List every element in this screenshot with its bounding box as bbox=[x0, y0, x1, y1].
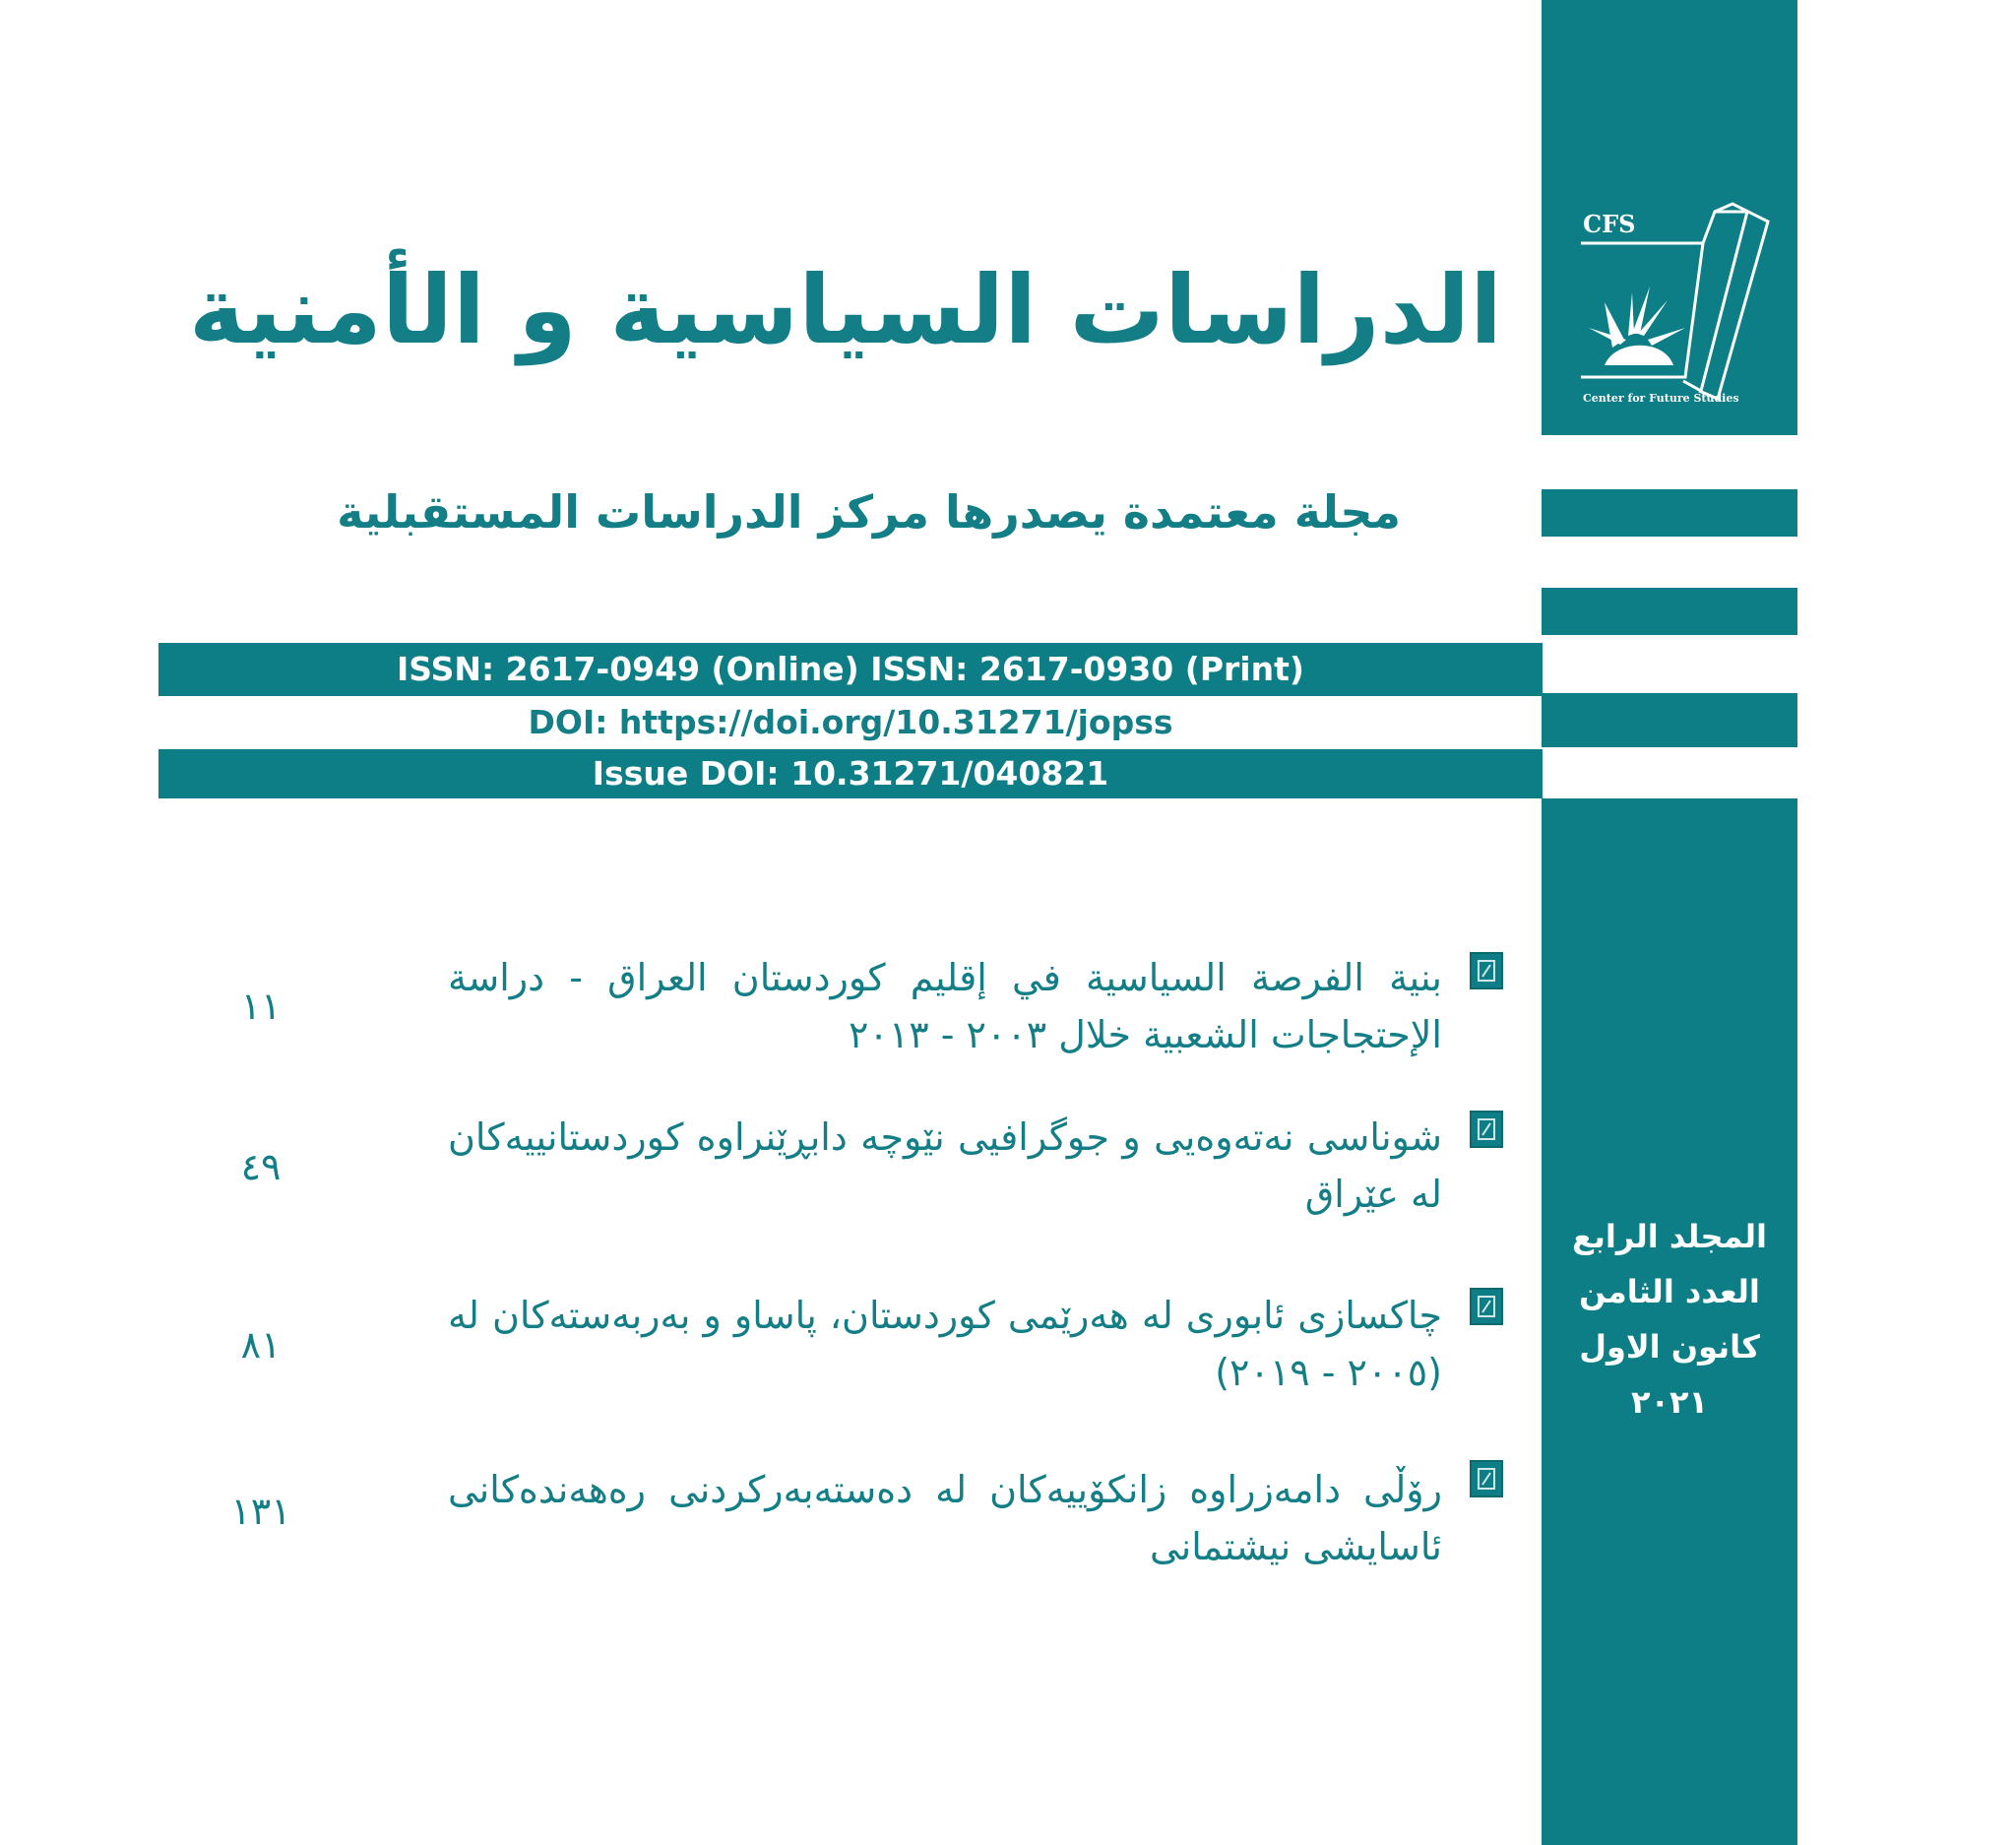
toc-entry-title: رۆڵی دامەزراوە زانکۆییەکان لە دەستەبەرکردنی رەهەندەکانی ئاسایشی نیشتمانی bbox=[448, 1468, 1442, 1568]
toc-entry-page: ٨١ bbox=[240, 1323, 282, 1367]
side-stripe bbox=[1542, 489, 1797, 537]
issue-month: كانون الاول bbox=[1579, 1328, 1760, 1366]
issue-year: ٢٠٢١ bbox=[1630, 1383, 1709, 1421]
toc-entry-page: ١١ bbox=[240, 985, 282, 1028]
logo-name: Center for Future Studies bbox=[1583, 392, 1739, 405]
toc-entry-page: ٤٩ bbox=[240, 1145, 282, 1188]
document-icon bbox=[1470, 1460, 1503, 1497]
issue-info bbox=[1542, 1209, 1797, 1430]
cfs-logo bbox=[1575, 202, 1772, 409]
journal-subtitle: مجلة معتمدة يصدرها مركز الدراسات المستقبلية bbox=[337, 485, 1401, 539]
toc-entry-title: چاکسازی ئابوری لە هەرێمی کوردستان، پاساو و بەربەستەکان لە (٢٠٠٥ - ٢٠١٩) bbox=[448, 1294, 1442, 1394]
document-icon bbox=[1470, 1288, 1503, 1325]
toc-entry-title: شوناسی نەتەوەیی و جوگرافیی نێوچە دابڕێنراوە کوردستانییەکان لە عێراق bbox=[448, 1115, 1442, 1216]
journal-title: الدراسات السياسية و الأمنية bbox=[188, 255, 1502, 365]
document-icon bbox=[1470, 1111, 1503, 1148]
issue-doi-bar: Issue DOI: 10.31271/040821 bbox=[158, 749, 1543, 798]
issue-volume: المجلد الرابع bbox=[1572, 1218, 1767, 1255]
issn-bar: ISSN: 2617-0949 (Online) ISSN: 2617-0930 (Print) bbox=[158, 643, 1543, 696]
toc-entry-title: بنية الفرصة السياسية في إقليم كوردستان العراق - دراسة الإحتجاجات الشعبية خلال ٢٠٠٣ - ٢٠١٣ bbox=[448, 956, 1442, 1056]
document-icon bbox=[1470, 952, 1503, 989]
toc-entry-page: ١٣١ bbox=[230, 1490, 291, 1533]
logo-abbr: CFS bbox=[1583, 210, 1636, 238]
doi-line[interactable]: DOI: https://doi.org/10.31271/jopss bbox=[528, 703, 1173, 741]
side-stripe bbox=[1542, 693, 1797, 747]
side-stripe bbox=[1542, 588, 1797, 635]
issue-number: العدد الثامن bbox=[1579, 1273, 1760, 1310]
